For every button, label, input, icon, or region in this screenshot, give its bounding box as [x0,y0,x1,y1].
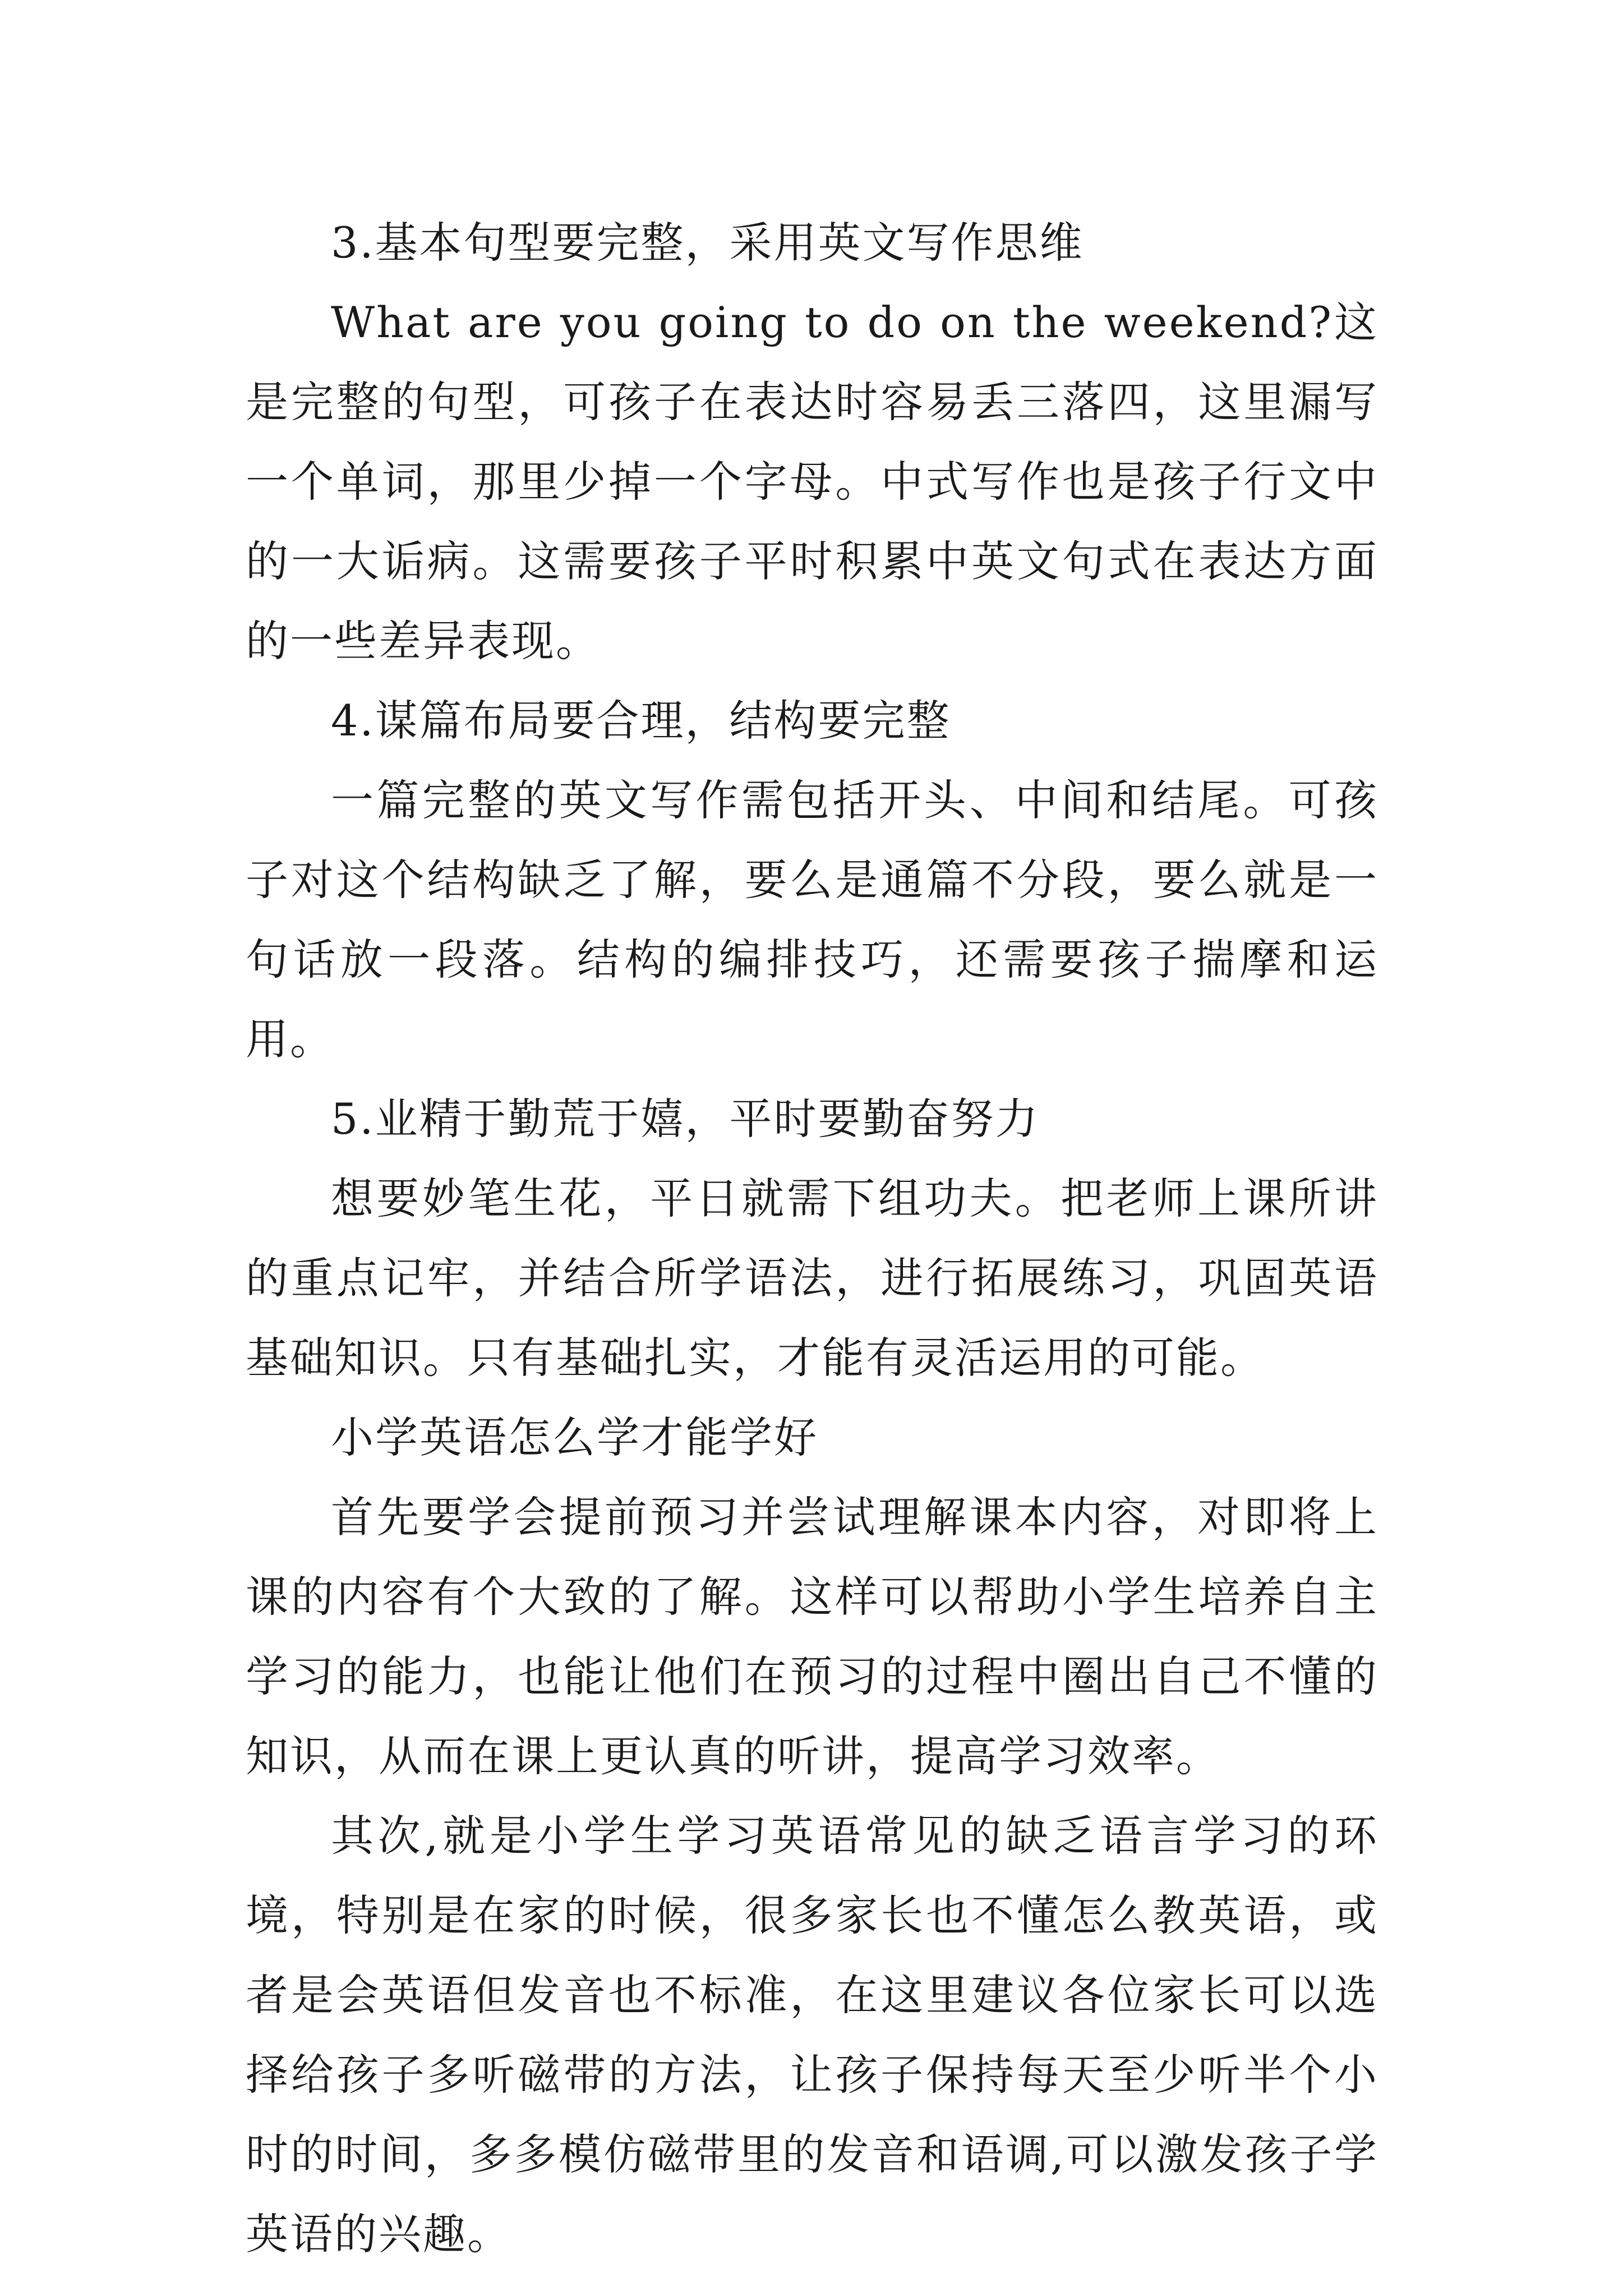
heading-diligence: 5.业精于勤荒于嬉，平时要勤奋努力 [331,1094,1040,1144]
paragraph-preview: 首先要学会提前预习并尝试理解课本内容，对即将上课的内容有个大致的了解。这样可以帮助小学生培养自主学习的能力，也能让他们在预习的过程中圈出自己不懂的知识，从而在课上更认真的听讲，提高学习效率。 [246,1492,1378,1781]
paragraph-layout-structure: 一篇完整的英文写作需包括开头、中间和结尾。可孩子对这个结构缺乏了解，要么是通篇不分段，要么就是一句话放一段落。结构的编排技巧，还需要孩子揣摩和运用。 [246,775,1378,1064]
paragraph-sentence-structure: What are you going to do on the weekend?这是完整的句型，可孩子在表达时容易丢三落四，这里漏写一个单词，那里少掉一个字母。中式写作也是孩子行文中的一大诟病。这需要孩子平时积累中英文句式在表达方面的一些差异表现。 [246,297,1378,666]
heading-layout-structure: 4.谋篇布局要合理，结构要完整 [331,696,951,746]
document-body [246,203,1378,2274]
paragraph-diligence: 想要妙笔生花，平日就需下组功夫。把老师上课所讲的重点记牢，并结合所学语法，进行拓展练习，巩固英语基础知识。只有基础扎实，才能有灵活运用的可能。 [246,1174,1378,1383]
heading-sentence-structure: 3.基本句型要完整，采用英文写作思维 [331,218,1084,268]
heading-how-to-learn: 小学英语怎么学才能学好 [331,1412,818,1462]
paragraph-environment: 其次,就是小学生学习英语常见的缺乏语言学习的环境，特别是在家的时候，很多家长也不懂怎么教英语，或者是会英语但发音也不标准，在这里建议各位家长可以选择给孩子多听磁带的方法，让孩子保持每天至少听半个小时的时间，多多模仿磁带里的发音和语调,可以激发孩子学英语的兴趣。 [246,1811,1378,2259]
